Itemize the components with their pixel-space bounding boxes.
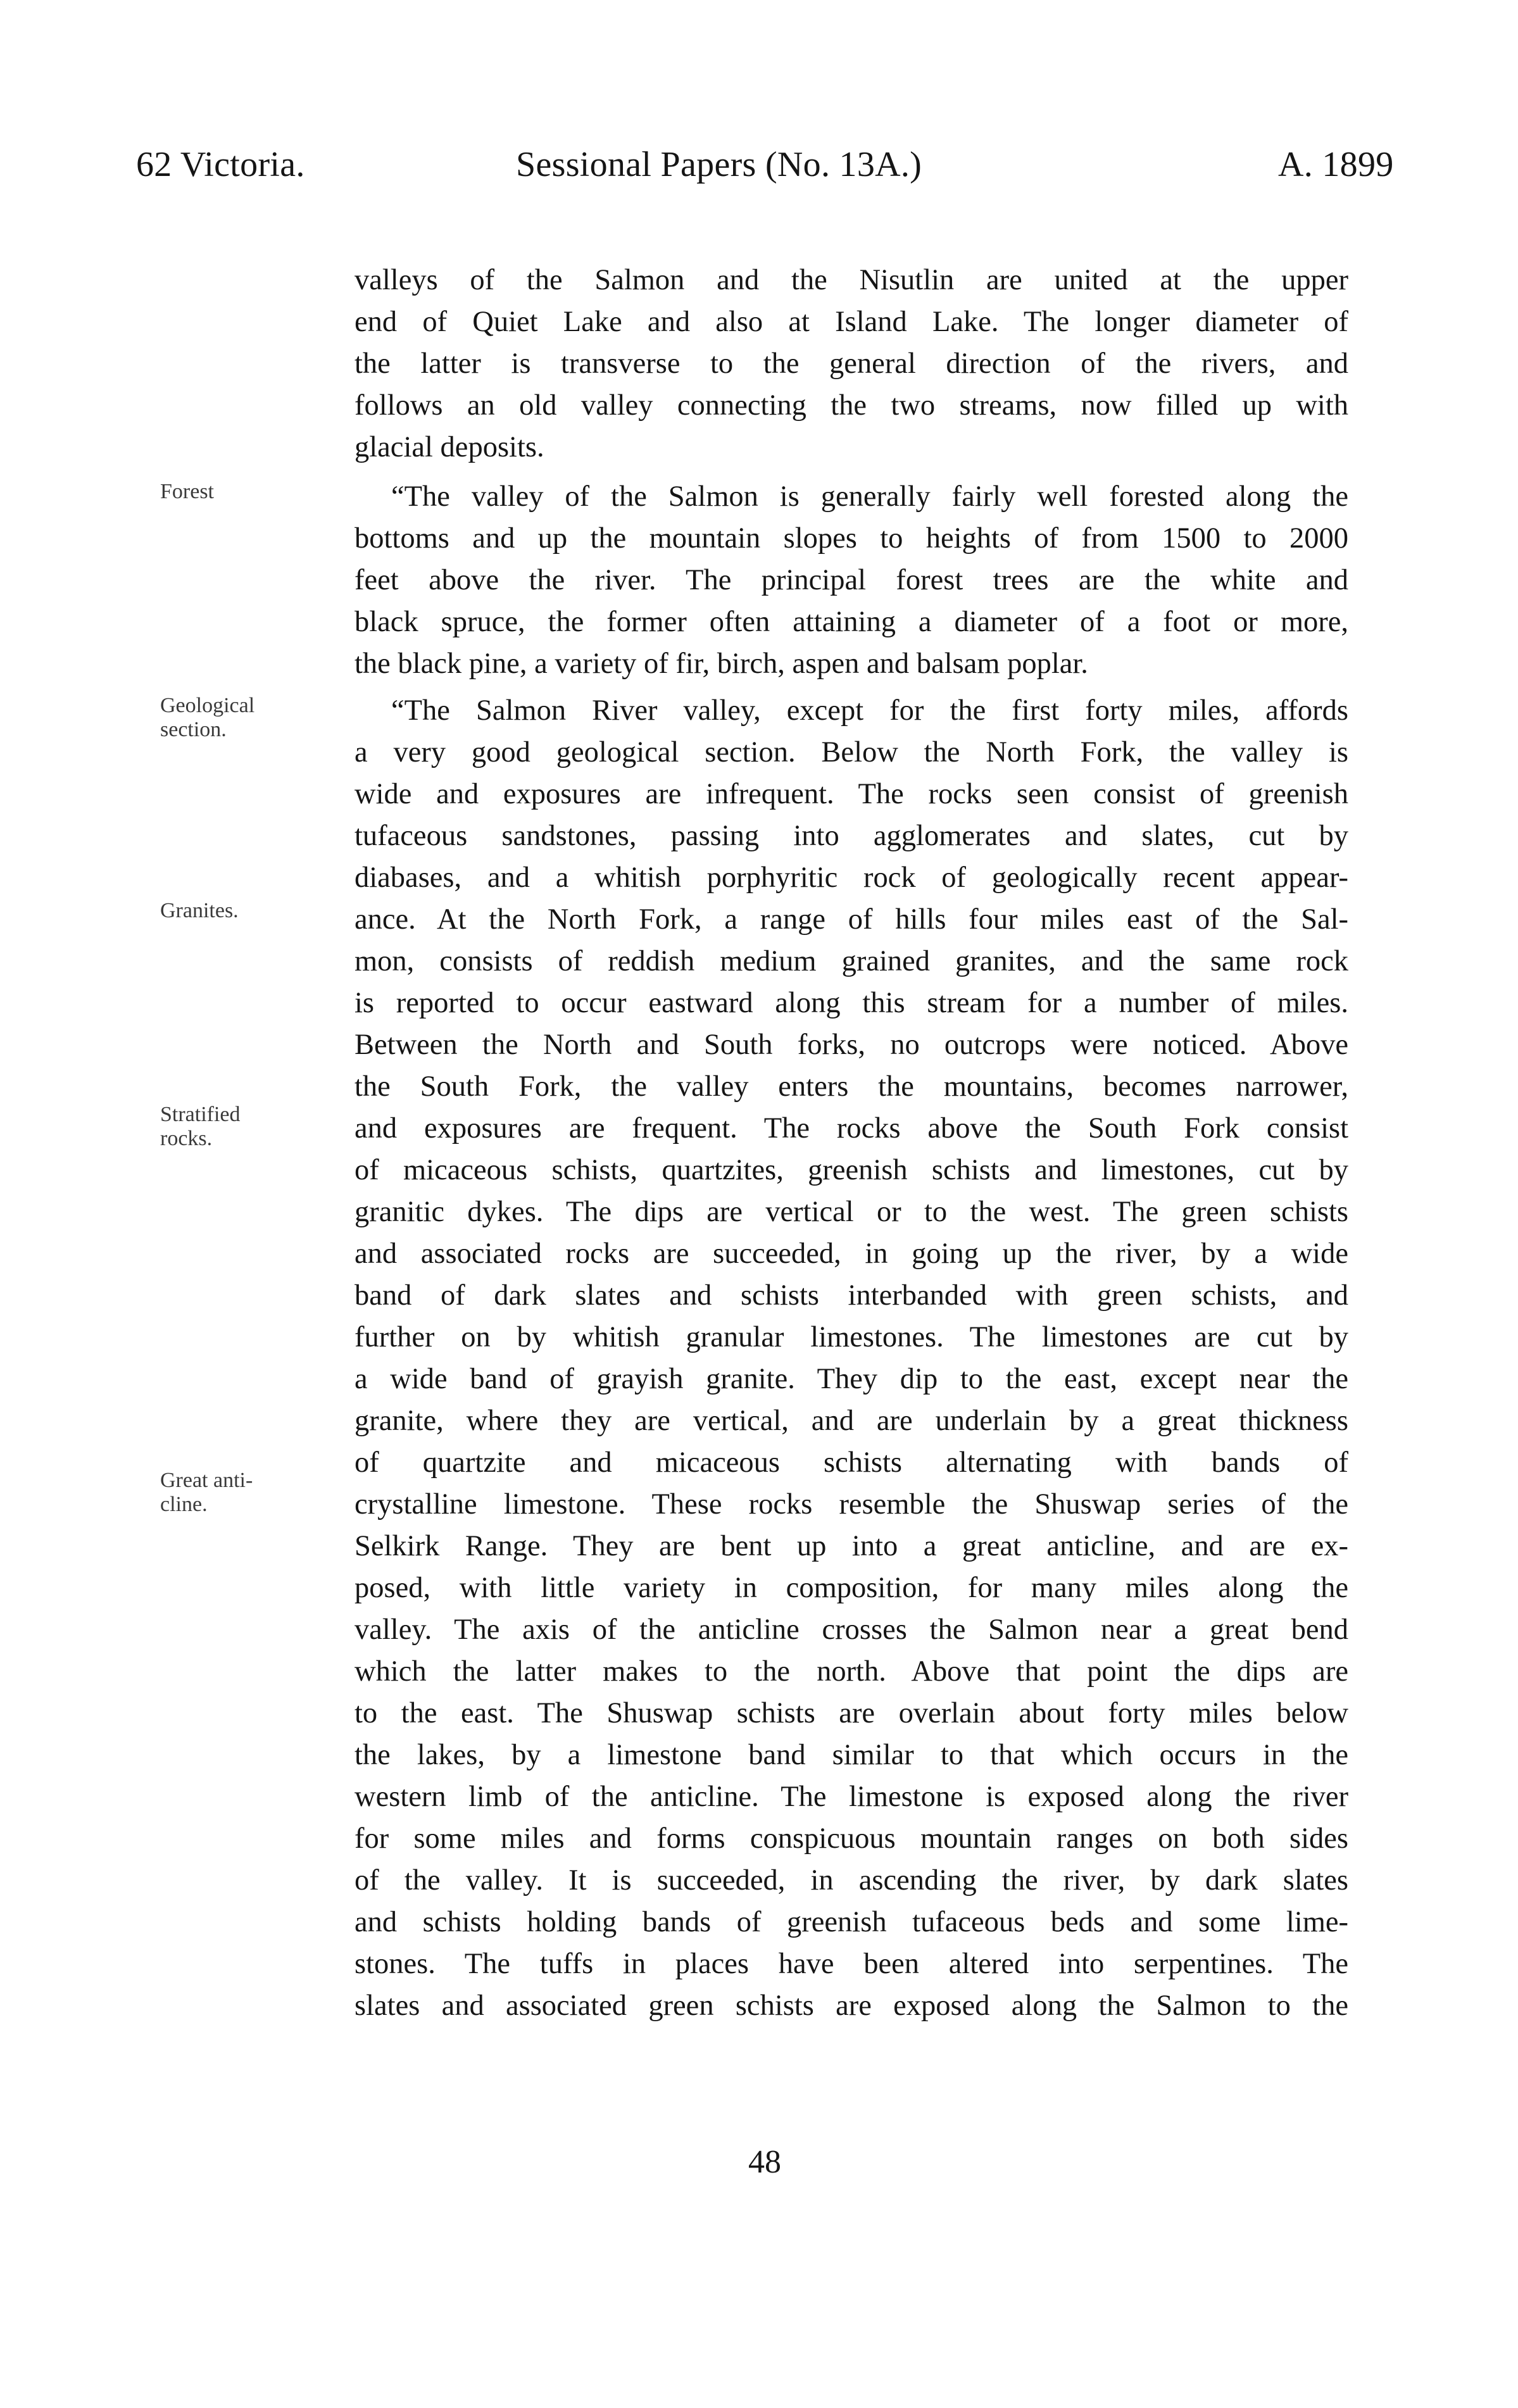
text-line: of micaceous schists, quartzites, greenish schists and limestones, cut by — [354, 1154, 1348, 1186]
margin-note-line: cline. — [160, 1493, 208, 1516]
text-line: black spruce, the former often attaining a diameter of a foot or more, — [354, 606, 1348, 638]
page-number: 48 — [748, 2144, 781, 2180]
text-line: the black pine, a variety of fir, birch, aspen and balsam poplar. — [354, 648, 1088, 680]
text-line: tufaceous sandstones, passing into agglomerates and slates, cut by — [354, 820, 1348, 852]
margin-note-forest — [160, 480, 350, 504]
text-line: wide and exposures are infrequent. The rocks seen consist of greenish — [354, 778, 1348, 810]
text-line: further on by whitish granular limestones. The limestones are cut by — [354, 1321, 1348, 1353]
text-line: “The Salmon River valley, except for the first forty miles, affords — [391, 694, 1348, 727]
text-line: slates and associated green schists are exposed along the Salmon to the — [354, 1990, 1348, 2022]
text-line: and schists holding bands of greenish tufaceous beds and some lime- — [354, 1906, 1348, 1938]
text-line: the lakes, by a limestone band similar to that which occurs in the — [354, 1739, 1348, 1771]
text-line: is reported to occur eastward along this stream for a number of miles. — [354, 987, 1348, 1019]
text-line: ance. At the North Fork, a range of hills four miles east of the Sal- — [354, 903, 1348, 936]
margin-note-geological-section — [160, 694, 350, 742]
margin-note-line: section. — [160, 718, 227, 741]
header-year: A. 1899 — [1278, 145, 1394, 184]
margin-note-granites — [160, 899, 350, 923]
text-line: valleys of the Salmon and the Nisutlin are united at the upper — [354, 264, 1348, 296]
text-line: a wide band of grayish granite. They dip to the east, except near the — [354, 1363, 1348, 1395]
margin-note-stratified-rocks — [160, 1103, 350, 1151]
text-line: a very good geological section. Below the North Fork, the valley is — [354, 736, 1348, 768]
text-line: which the latter makes to the north. Above that point the dips are — [354, 1655, 1348, 1688]
text-line: band of dark slates and schists interbanded with green schists, and — [354, 1279, 1348, 1312]
text-line: diabases, and a whitish porphyritic rock of geologically recent appear- — [354, 862, 1348, 894]
text-line: the latter is transverse to the general direction of the rivers, and — [354, 348, 1348, 380]
text-line: the South Fork, the valley enters the mountains, becomes narrower, — [354, 1070, 1348, 1103]
margin-note-line: Granites. — [160, 899, 239, 922]
text-line: granite, where they are vertical, and are underlain by a great thickness — [354, 1405, 1348, 1437]
text-line: western limb of the anticline. The limestone is exposed along the river — [354, 1781, 1348, 1813]
text-line: and exposures are frequent. The rocks above the South Fork consist — [354, 1112, 1348, 1144]
text-line: stones. The tuffs in places have been altered into serpentines. The — [354, 1948, 1348, 1980]
text-line: granitic dykes. The dips are vertical or to the west. The green schists — [354, 1196, 1348, 1228]
text-line: “The valley of the Salmon is generally fairly well forested along the — [391, 480, 1348, 513]
text-line: of the valley. It is succeeded, in ascending the river, by dark slates — [354, 1864, 1348, 1897]
text-line: Between the North and South forks, no outcrops were noticed. Above — [354, 1029, 1348, 1061]
header-session: 62 Victoria. — [136, 145, 305, 184]
margin-note-line: rocks. — [160, 1127, 213, 1150]
text-line: feet above the river. The principal forest trees are the white and — [354, 564, 1348, 596]
margin-note-great-anticline — [160, 1469, 350, 1517]
text-line: posed, with little variety in composition, for many miles along the — [354, 1572, 1348, 1604]
margin-note-line: Great anti- — [160, 1469, 253, 1492]
text-line: mon, consists of reddish medium grained granites, and the same rock — [354, 945, 1348, 977]
text-line: of quartzite and micaceous schists alternating with bands of — [354, 1446, 1348, 1479]
margin-note-line: Geological — [160, 694, 255, 717]
text-line: follows an old valley connecting the two streams, now filled up with — [354, 389, 1348, 422]
text-line: valley. The axis of the anticline crosses the Salmon near a great bend — [354, 1614, 1348, 1646]
margin-note-line: Forest — [160, 480, 214, 503]
text-line: and associated rocks are succeeded, in going up the river, by a wide — [354, 1238, 1348, 1270]
text-line: end of Quiet Lake and also at Island Lake. The longer diameter of — [354, 306, 1348, 338]
text-line: to the east. The Shuswap schists are overlain about forty miles below — [354, 1697, 1348, 1729]
text-line: bottoms and up the mountain slopes to heights of from 1500 to 2000 — [354, 522, 1348, 555]
text-line: for some miles and forms conspicuous mountain ranges on both sides — [354, 1822, 1348, 1855]
text-line: Selkirk Range. They are bent up into a great anticline, and are ex- — [354, 1530, 1348, 1562]
text-line: crystalline limestone. These rocks resemble the Shuswap series of the — [354, 1488, 1348, 1521]
margin-note-line: Stratified — [160, 1103, 241, 1126]
text-line: glacial deposits. — [354, 431, 544, 463]
header-title: Sessional Papers (No. 13A.) — [516, 145, 922, 184]
